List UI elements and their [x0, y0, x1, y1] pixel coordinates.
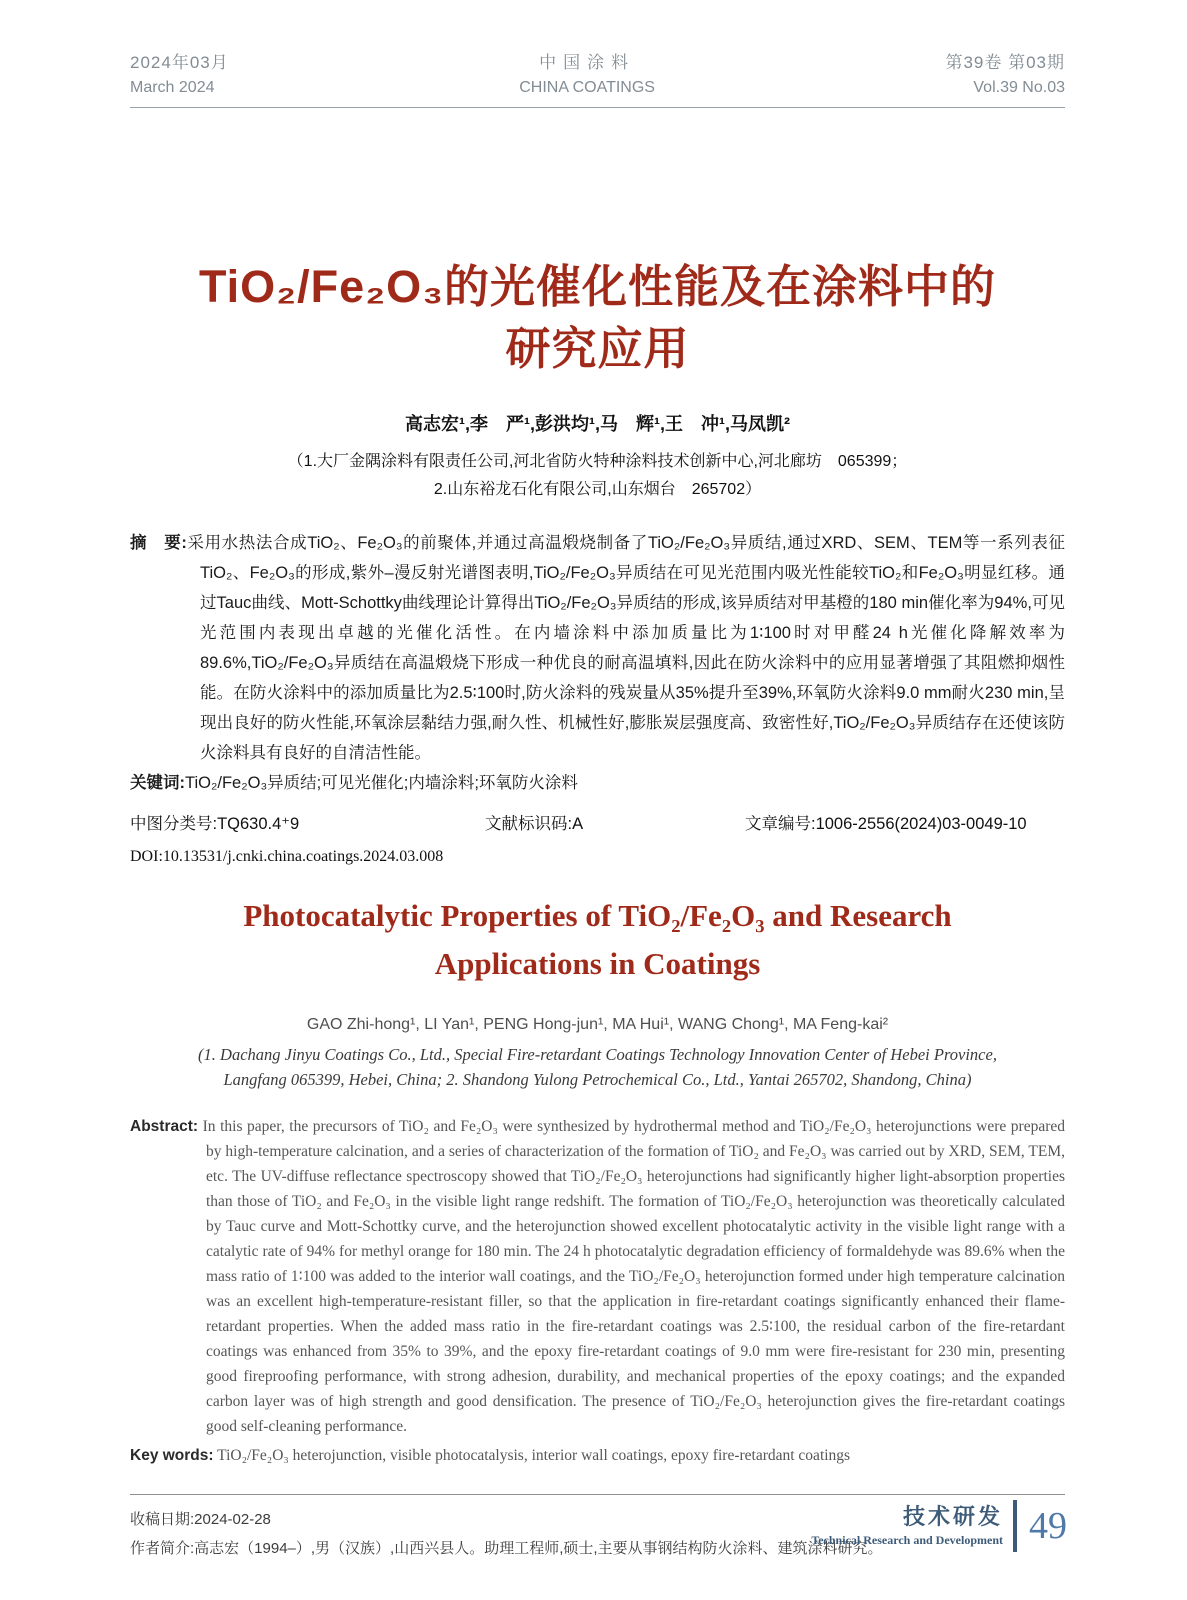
page-number: 49: [1029, 1505, 1067, 1547]
article-title-en: [130, 892, 1065, 988]
abstract-cn-label: 摘 要:: [130, 533, 187, 552]
article-title-en-line2: Applications in Coatings: [434, 945, 761, 981]
doi: DOI:10.13531/j.cnki.china.coatings.2024.03.008: [130, 847, 444, 865]
metadata-row: [130, 810, 1065, 834]
header-journal-cn: 中国涂料: [539, 53, 636, 72]
header-journal-name: [519, 50, 655, 100]
abstract-en-label: Abstract:: [130, 1117, 199, 1135]
header-date-en: March 2024: [130, 78, 215, 96]
journal-header: [130, 0, 1065, 108]
abstract-en: [130, 1114, 1065, 1439]
footer-divider-bar: [1013, 1500, 1017, 1552]
keywords-en: [130, 1443, 1065, 1468]
keywords-cn-label: 关键词:: [130, 773, 185, 792]
article-title-cn-line1: TiO₂/Fe₂O₃的光催化性能及在涂料中的: [199, 260, 996, 312]
keywords-cn: [130, 768, 1065, 798]
footer-section-en: Technical Research and Development: [811, 1532, 1003, 1547]
keywords-cn-text: TiO₂/Fe₂O₃异质结;可见光催化;内墙涂料;环氧防火涂料: [185, 773, 578, 792]
article-title-cn-line2: 研究应用: [505, 322, 690, 374]
keywords-en-label: Key words:: [130, 1446, 214, 1464]
abstract-cn: [130, 528, 1065, 768]
article-number: 文章编号:1006-2556(2024)03-0049-10: [745, 814, 1027, 833]
article-title-cn: [130, 256, 1065, 380]
clc-number: 中图分类号:TQ630.4⁺9: [130, 814, 300, 833]
article-title-en-line1: Photocatalytic Properties of TiO₂/Fe₂O₃ and Research: [243, 897, 952, 933]
header-issue: [945, 50, 1065, 100]
received-date: 收稿日期:2024-02-28: [130, 1510, 271, 1528]
affiliation-en-line1: (1. Dachang Jinyu Coatings Co., Ltd., Special Fire-retardant Coatings Technology Innovation Center of Hebei Province,: [198, 1044, 997, 1064]
authors-en: GAO Zhi-hong¹, LI Yan¹, PENG Hong-jun¹, MA Hui¹, WANG Chong¹, MA Feng-kai²: [306, 1015, 889, 1033]
affiliation-en: [130, 1042, 1065, 1092]
header-issue-en: Vol.39 No.03: [973, 78, 1065, 96]
footer-section: [811, 1504, 1003, 1547]
header-journal-en: CHINA COATINGS: [519, 78, 655, 96]
author-bio: 作者简介:高志宏（1994–）,男（汉族）,山西兴县人。助理工程师,硕士,主要从事钢结构防火涂料、建筑涂料研究。: [130, 1539, 883, 1557]
header-issue-cn: 第39卷 第03期: [945, 53, 1065, 72]
footer-section-cn: 技术研发: [902, 1504, 1003, 1530]
affiliation-cn-line1: （1.大厂金隅涂料有限责任公司,河北省防火特种涂料技术创新中心,河北廊坊 065399；: [287, 452, 908, 470]
affiliation-en-line2: Langfang 065399, Hebei, China; 2. Shandong Yulong Petrochemical Co., Ltd., Yantai 265702, Shandong, China): [223, 1069, 972, 1089]
keywords-en-text: TiO₂/Fe₂O₃ heterojunction, visible photocatalysis, interior wall coatings, epoxy fire-retardant coatings: [217, 1446, 851, 1464]
header-date: [130, 50, 229, 100]
document-code: 文献标识码:A: [485, 814, 584, 833]
header-date-cn: 2024年03月: [130, 53, 229, 72]
abstract-cn-text: 采用水热法合成TiO₂、Fe₂O₃的前聚体,并通过高温煅烧制备了TiO₂/Fe₂O₃异质结,通过XRD、SEM、TEM等一系列表征TiO₂、Fe₂O₃的形成,紫外–漫反射光谱图表明,TiO₂/Fe₂O₃异质结在可见光范围内吸光性能较TiO₂和Fe₂O₃明显红移。通过Tauc曲线、Mott-Schottky曲线理论计算得出TiO₂/Fe₂O₃异质结的形成,该异质结对甲基橙的180 min催化率为94%,可见光范围内表现出卓越的光催化活性。在内墙涂料中添加质量比为1∶100时对甲醛24 h光催化降解效率为89.6%,TiO₂/Fe₂O₃异质结在高温煅烧下形成一种优良的耐高温填料,因此在防火涂料中的应用显著增强了其阻燃抑烟性能。在防火涂料中的添加质量比为2.5∶100时,防火涂料的残炭量从35%提升至39%,环氧防火涂料9.0 mm耐火230 min,呈现出良好的防火性能,环氧涂层黏结力强,耐久性、机械性好,膨胀炭层强度高、致密性好,TiO₂/Fe₂O₃异质结存在还使该防火涂料具有良好的自清洁性能。: [186, 533, 1065, 762]
affiliation-cn-line2: 2.山东裕龙石化有限公司,山东烟台 265702）: [433, 480, 762, 498]
authors-cn: 高志宏¹,李 严¹,彭洪均¹,马 辉¹,王 冲¹,马凤凯²: [405, 413, 790, 434]
affiliation-cn: [130, 448, 1065, 504]
abstract-en-text: In this paper, the precursors of TiO₂ and Fe₂O₃ were synthesized by hydrothermal method and TiO₂/Fe₂O₃ heterojunctions were prepared by high-temperature calcination, and a series of characterization of the formation of TiO₂ and Fe₂O₃ was carried out by XRD, SEM, TEM, etc. The UV-diffuse reflectance spectroscopy showed that TiO₂/Fe₂O₃ heterojunctions had significantly higher light-absorption properties than those of TiO₂ and Fe₂O₃ in the visible light range redshift. The formation of TiO₂/Fe₂O₃ heterojunction was theoretically calculated by Tauc curve and Mott-Schottky curve, and the heterojunction showed excellent photocatalytic activity in the visible light range with a catalytic rate of 94% for methyl orange for 180 min. The 24 h photocatalytic degradation efficiency of formaldehyde was 89.6% when the mass ratio of 1∶100 was added to the interior wall coatings, and the TiO₂/Fe₂O₃ heterojunction formed under high temperature calcination was an excellent high-temperature-resistant filler, so that the application in fire-retardant coatings significantly enhanced their flame-retardant properties. When the added mass ratio in the fire-retardant coatings was 2.5∶100, the residual carbon of the fire-retardant coatings was enhanced from 35% to 39%, and the epoxy fire-retardant coatings of 9.0 mm were fire-resistant for 230 min, presenting good fireproofing performance, with strong adhesion, durability, and mechanical properties of the epoxy coatings; and the expanded carbon layer was of high strength and good densification. The presence of TiO₂/Fe₂O₃ heterojunction gives the fire-retardant coatings good self-cleaning performance.: [202, 1117, 1066, 1435]
page-footer: [811, 1500, 1067, 1552]
